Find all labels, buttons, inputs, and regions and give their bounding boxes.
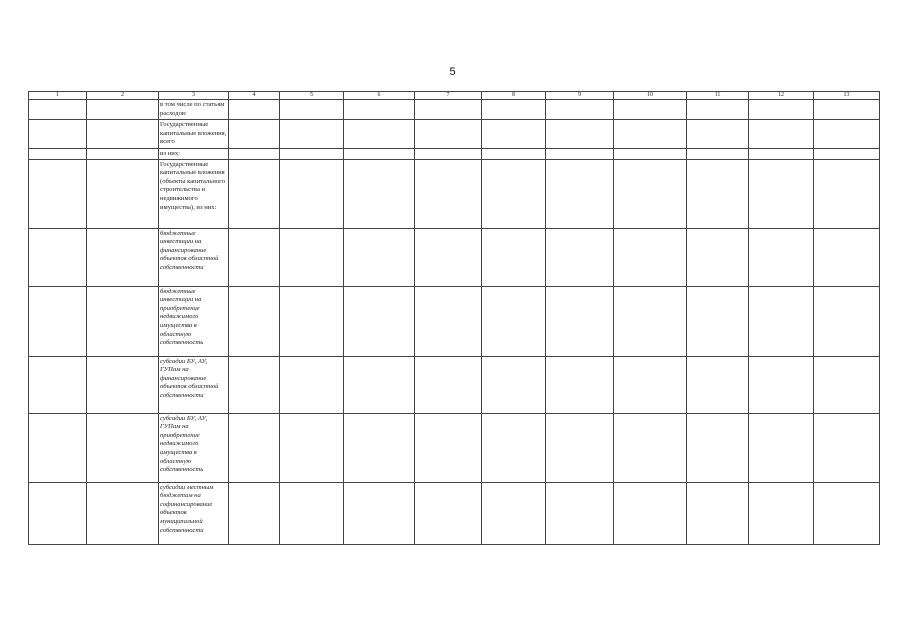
table-cell-empty xyxy=(482,100,546,120)
table-cell-empty xyxy=(687,228,749,286)
table-cell-empty xyxy=(614,482,687,544)
table-cell-empty xyxy=(229,286,280,356)
table-row xyxy=(29,356,880,413)
table-cell-empty xyxy=(814,356,880,413)
table-cell-empty xyxy=(344,482,415,544)
row-description: бюджетные инвестиции на финансирование объектов областной собственности xyxy=(159,228,229,286)
table-cell-empty xyxy=(614,228,687,286)
table-cell-empty xyxy=(87,482,159,544)
table-cell-empty xyxy=(29,356,87,413)
table-cell-empty xyxy=(280,413,344,482)
table-cell-empty xyxy=(415,100,482,120)
column-header-1: 1 xyxy=(29,92,87,100)
row-description: Государственные капитальные вложения (объекты капитального строительства и недвижимого имущества), из них: xyxy=(159,159,229,228)
table-cell-empty xyxy=(749,286,814,356)
table-cell-empty xyxy=(29,149,87,160)
table-cell-empty xyxy=(29,100,87,120)
table-cell-empty xyxy=(280,120,344,149)
table-cell-empty xyxy=(229,149,280,160)
table-cell-empty xyxy=(280,356,344,413)
budget-table xyxy=(28,91,880,545)
table-cell-empty xyxy=(546,100,614,120)
table-cell-empty xyxy=(280,149,344,160)
column-header-10: 10 xyxy=(614,92,687,100)
table-cell-empty xyxy=(546,482,614,544)
table-cell-empty xyxy=(749,413,814,482)
table-cell-empty xyxy=(482,228,546,286)
page-number: 5 xyxy=(449,66,456,78)
table-row xyxy=(29,413,880,482)
header-row xyxy=(29,92,880,100)
column-header-11: 11 xyxy=(687,92,749,100)
table-cell-empty xyxy=(749,120,814,149)
table-cell-empty xyxy=(614,413,687,482)
table-cell-empty xyxy=(482,120,546,149)
table-cell-empty xyxy=(415,286,482,356)
table-cell-empty xyxy=(482,149,546,160)
table-cell-empty xyxy=(87,286,159,356)
table-cell-empty xyxy=(482,482,546,544)
table-cell-empty xyxy=(87,356,159,413)
table-cell-empty xyxy=(749,356,814,413)
table-cell-empty xyxy=(614,120,687,149)
table-cell-empty xyxy=(29,159,87,228)
table-cell-empty xyxy=(546,286,614,356)
table-cell-empty xyxy=(814,413,880,482)
table-cell-empty xyxy=(344,149,415,160)
column-header-5: 5 xyxy=(280,92,344,100)
table-cell-empty xyxy=(344,356,415,413)
table-cell-empty xyxy=(687,100,749,120)
table-cell-empty xyxy=(415,120,482,149)
table-cell-empty xyxy=(229,228,280,286)
table-cell-empty xyxy=(29,120,87,149)
table-cell-empty xyxy=(749,100,814,120)
table-cell-empty xyxy=(415,159,482,228)
table-cell-empty xyxy=(29,228,87,286)
table-cell-empty xyxy=(415,149,482,160)
table-cell-empty xyxy=(344,120,415,149)
table-cell-empty xyxy=(415,228,482,286)
table-cell-empty xyxy=(546,120,614,149)
table-cell-empty xyxy=(280,482,344,544)
table-cell-empty xyxy=(344,228,415,286)
table-cell-empty xyxy=(814,159,880,228)
table-cell-empty xyxy=(87,413,159,482)
table-row xyxy=(29,286,880,356)
table-cell-empty xyxy=(749,228,814,286)
table-cell-empty xyxy=(749,159,814,228)
table-cell-empty xyxy=(29,482,87,544)
table-cell-empty xyxy=(687,356,749,413)
table-cell-empty xyxy=(229,159,280,228)
table-cell-empty xyxy=(280,228,344,286)
table-cell-empty xyxy=(229,120,280,149)
column-header-3: 3 xyxy=(159,92,229,100)
table-cell-empty xyxy=(280,159,344,228)
table-cell-empty xyxy=(87,228,159,286)
table-cell-empty xyxy=(614,286,687,356)
table-cell-empty xyxy=(546,159,614,228)
table-row xyxy=(29,228,880,286)
table-row xyxy=(29,149,880,160)
table-cell-empty xyxy=(614,356,687,413)
table-cell-empty xyxy=(29,413,87,482)
table-cell-empty xyxy=(344,413,415,482)
table-cell-empty xyxy=(344,286,415,356)
column-header-8: 8 xyxy=(482,92,546,100)
table-cell-empty xyxy=(29,286,87,356)
table-row xyxy=(29,100,880,120)
table-cell-empty xyxy=(749,482,814,544)
column-header-4: 4 xyxy=(229,92,280,100)
table-row xyxy=(29,482,880,544)
column-header-2: 2 xyxy=(87,92,159,100)
table-cell-empty xyxy=(614,159,687,228)
table-cell-empty xyxy=(482,286,546,356)
table-cell-empty xyxy=(87,159,159,228)
column-header-6: 6 xyxy=(344,92,415,100)
table-cell-empty xyxy=(280,100,344,120)
table-cell-empty xyxy=(415,482,482,544)
table-row xyxy=(29,159,880,228)
table-cell-empty xyxy=(415,413,482,482)
table-cell-empty xyxy=(87,100,159,120)
table-cell-empty xyxy=(814,100,880,120)
table-cell-empty xyxy=(229,356,280,413)
table-cell-empty xyxy=(87,120,159,149)
column-header-13: 13 xyxy=(814,92,880,100)
table-cell-empty xyxy=(87,149,159,160)
table-cell-empty xyxy=(749,149,814,160)
table-cell-empty xyxy=(687,413,749,482)
row-description: субсидии БУ, АУ, ГУПам на приобретение недвижимого имущества в областную собственность xyxy=(159,413,229,482)
column-header-12: 12 xyxy=(749,92,814,100)
table-cell-empty xyxy=(687,159,749,228)
table-row xyxy=(29,120,880,149)
table-cell-empty xyxy=(546,228,614,286)
table-cell-empty xyxy=(614,100,687,120)
table-cell-empty xyxy=(229,482,280,544)
table-cell-empty xyxy=(344,159,415,228)
row-description: Государственные капитальные вложения, всего xyxy=(159,120,229,149)
table-cell-empty xyxy=(814,149,880,160)
table-cell-empty xyxy=(814,228,880,286)
table-cell-empty xyxy=(344,100,415,120)
row-description: в том числе по статьям расходов: xyxy=(159,100,229,120)
table-cell-empty xyxy=(415,356,482,413)
row-description: субсидии местным бюджетам на софинансирование объектов муниципальной собственности xyxy=(159,482,229,544)
table-cell-empty xyxy=(482,159,546,228)
table-cell-empty xyxy=(814,286,880,356)
table-cell-empty xyxy=(687,286,749,356)
table-cell-empty xyxy=(687,149,749,160)
table-cell-empty xyxy=(229,413,280,482)
row-description: из них: xyxy=(159,149,229,160)
table-cell-empty xyxy=(614,149,687,160)
table-cell-empty xyxy=(482,356,546,413)
row-description: бюджетные инвестиции на приобретение недвижимого имущества в областную собственность xyxy=(159,286,229,356)
table-cell-empty xyxy=(229,100,280,120)
table-cell-empty xyxy=(280,286,344,356)
table-cell-empty xyxy=(546,413,614,482)
table-cell-empty xyxy=(814,482,880,544)
table-cell-empty xyxy=(687,120,749,149)
column-header-7: 7 xyxy=(415,92,482,100)
column-header-9: 9 xyxy=(546,92,614,100)
table-cell-empty xyxy=(482,413,546,482)
table-cell-empty xyxy=(687,482,749,544)
table-cell-empty xyxy=(546,149,614,160)
table-cell-empty xyxy=(546,356,614,413)
row-description: субсидии БУ, АУ, ГУПам на финансирование объектов областной собственности xyxy=(159,356,229,413)
table-cell-empty xyxy=(814,120,880,149)
